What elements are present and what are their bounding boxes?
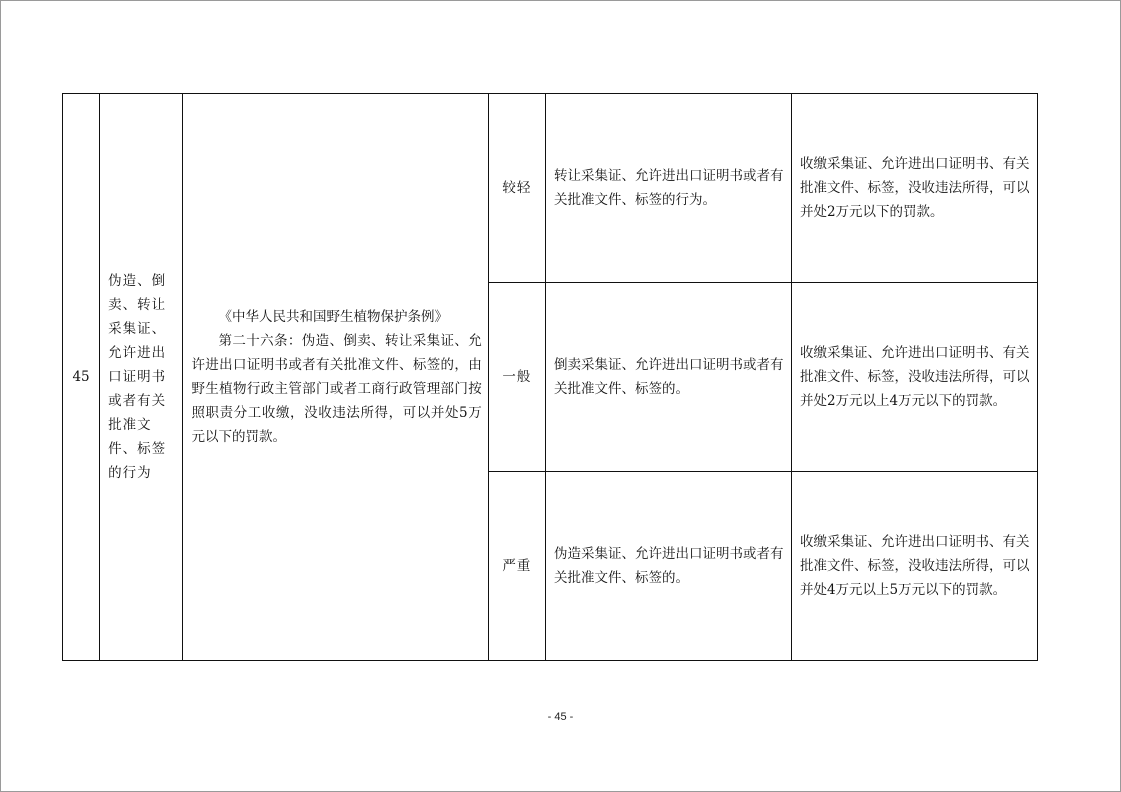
level-serious: 严重 xyxy=(488,472,545,661)
level-general: 一般 xyxy=(488,283,545,472)
page-number: - 45 - xyxy=(547,711,574,723)
penalty-table xyxy=(62,93,1038,661)
circumstance-serious: 伪造采集证、允许进出口证明书或者有关批准文件、标签的。 xyxy=(545,472,791,661)
row-number: 45 xyxy=(63,94,100,661)
table-row xyxy=(63,94,1038,283)
standard-general: 收缴采集证、允许进出口证明书、有关批准文件、标签，没收违法所得，可以并处2万元以上4万元以下的罚款。 xyxy=(791,283,1037,472)
violation-act: 伪造、倒卖、转让采集证、允许进出口证明书或者有关批准文件、标签的行为 xyxy=(100,94,183,661)
level-minor: 较轻 xyxy=(488,94,545,283)
legal-basis-text: 第二十六条：伪造、倒卖、转让采集证、允许进出口证明书或者有关批准文件、标签的，由野生植物行政主管部门或者工商行政管理部门按照职责分工收缴，没收违法所得，可以并处5万元以下的罚款。 xyxy=(191,333,482,445)
standard-serious: 收缴采集证、允许进出口证明书、有关批准文件、标签，没收违法所得，可以并处4万元以上5万元以下的罚款。 xyxy=(791,472,1037,661)
circumstance-minor: 转让采集证、允许进出口证明书或者有关批准文件、标签的行为。 xyxy=(545,94,791,283)
standard-minor: 收缴采集证、允许进出口证明书、有关批准文件、标签，没收违法所得，可以并处2万元以下的罚款。 xyxy=(791,94,1037,283)
legal-basis xyxy=(183,94,488,661)
legal-basis-title: 《中华人民共和国野生植物保护条例》 xyxy=(218,309,448,325)
circumstance-general: 倒卖采集证、允许进出口证明书或者有关批准文件、标签的。 xyxy=(545,283,791,472)
